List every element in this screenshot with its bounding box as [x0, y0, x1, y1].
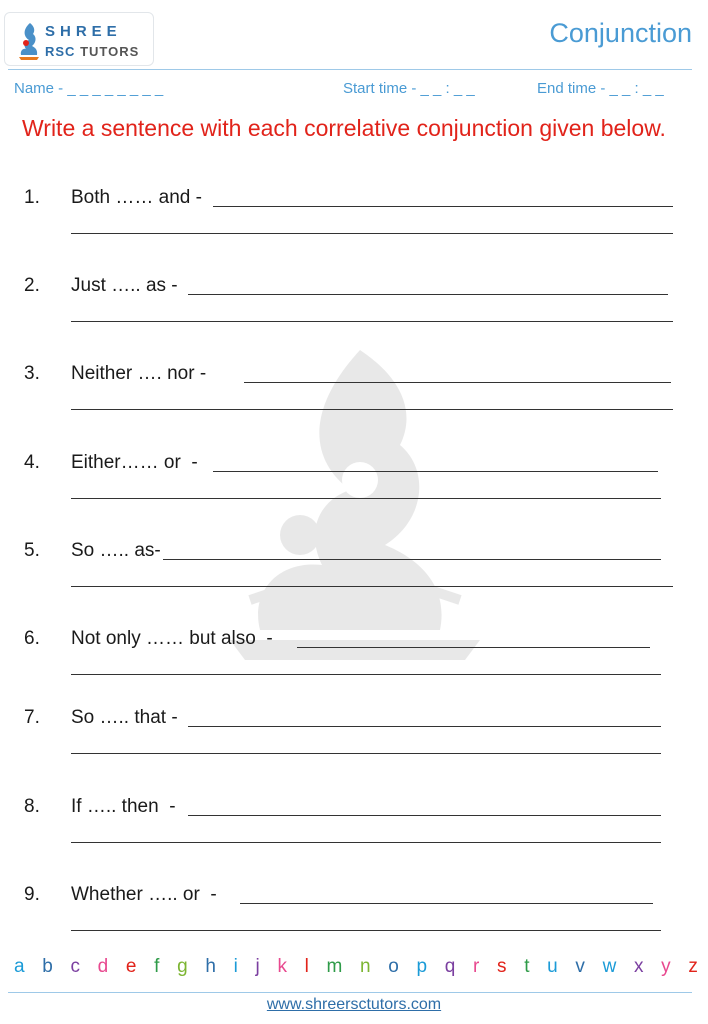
answer-line-continuation[interactable] — [71, 498, 661, 499]
start-time-field: Start time - _ _ : _ _ — [343, 80, 475, 97]
answer-line[interactable] — [297, 647, 650, 648]
question-prompt: Just ….. as - — [71, 275, 178, 296]
alphabet-letter: f — [154, 956, 160, 977]
alphabet-letter: e — [125, 956, 137, 977]
answer-line-continuation[interactable] — [71, 930, 661, 931]
logo-flame-icon — [17, 21, 41, 61]
question-number: 1. — [24, 187, 40, 208]
alphabet-letter: m — [326, 956, 343, 977]
alphabet-letter: z — [688, 956, 698, 977]
alphabet-letter: h — [205, 956, 216, 977]
alphabet-letter: w — [602, 956, 617, 977]
alphabet-letter: s — [497, 956, 507, 977]
end-time-field: End time - _ _ : _ _ — [537, 80, 664, 97]
name-field: Name - _ _ _ _ _ _ _ _ — [14, 80, 164, 97]
question-number: 2. — [24, 275, 40, 296]
brand-tagline-a: RSC — [45, 44, 76, 59]
answer-line[interactable] — [163, 559, 661, 560]
question-number: 8. — [24, 796, 40, 817]
alphabet-letter: u — [547, 956, 558, 977]
alphabet-letter: p — [416, 956, 428, 977]
question-item — [0, 795, 708, 865]
question-number: 5. — [24, 540, 40, 561]
brand-tagline-b: TUTORS — [80, 44, 140, 59]
question-prompt: Either…… or - — [71, 452, 198, 473]
alphabet-letter: j — [255, 956, 260, 977]
question-prompt: Whether ….. or - — [71, 884, 217, 905]
alphabet-letter: d — [97, 956, 109, 977]
question-number: 7. — [24, 707, 40, 728]
question-item — [0, 627, 708, 697]
answer-line-continuation[interactable] — [71, 321, 673, 322]
alphabet-letter: v — [575, 956, 585, 977]
question-item — [0, 186, 708, 256]
answer-line-continuation[interactable] — [71, 586, 673, 587]
alphabet-letter: b — [42, 956, 53, 977]
answer-line[interactable] — [188, 294, 668, 295]
brand-name: SHREE — [45, 23, 122, 40]
answer-line[interactable] — [213, 471, 658, 472]
question-prompt: So ….. that - — [71, 707, 178, 728]
question-number: 3. — [24, 363, 40, 384]
question-prompt: Both …… and - — [71, 187, 202, 208]
answer-line-continuation[interactable] — [71, 674, 661, 675]
header-divider — [8, 69, 692, 70]
alphabet-letter: q — [444, 956, 456, 977]
answer-line[interactable] — [244, 382, 671, 383]
alphabet-letter: r — [473, 956, 480, 977]
answer-line-continuation[interactable] — [71, 753, 661, 754]
question-number: 6. — [24, 628, 40, 649]
question-prompt: Not only …… but also - — [71, 628, 273, 649]
footer-website-link[interactable]: www.shreersctutors.com — [266, 996, 442, 1013]
answer-line[interactable] — [213, 206, 673, 207]
alphabet-strip — [14, 956, 698, 978]
alphabet-letter: l — [304, 956, 309, 977]
alphabet-letter: y — [661, 956, 671, 977]
alphabet-letter: g — [177, 956, 188, 977]
question-number: 4. — [24, 452, 40, 473]
question-prompt: Neither …. nor - — [71, 363, 212, 384]
question-number: 9. — [24, 884, 40, 905]
answer-line[interactable] — [188, 815, 661, 816]
alphabet-letter: a — [14, 956, 25, 977]
question-item — [0, 451, 708, 521]
answer-line-continuation[interactable] — [71, 233, 673, 234]
question-item — [0, 539, 708, 609]
alphabet-letter: t — [524, 956, 530, 977]
question-prompt: So ….. as- — [71, 540, 161, 561]
footer-divider — [8, 992, 692, 993]
instruction-text: Write a sentence with each correlative conjunction given below. — [22, 115, 666, 141]
alphabet-letter: i — [233, 956, 238, 977]
question-item — [0, 706, 708, 776]
question-item — [0, 274, 708, 344]
alphabet-letter: n — [360, 956, 371, 977]
brand-logo — [4, 12, 154, 66]
question-item — [0, 883, 708, 953]
question-prompt: If ….. then - — [71, 796, 176, 817]
alphabet-letter: k — [277, 956, 287, 977]
alphabet-letter: x — [633, 956, 644, 977]
answer-line-continuation[interactable] — [71, 842, 661, 843]
answer-line[interactable] — [188, 726, 661, 727]
answer-line[interactable] — [240, 903, 653, 904]
alphabet-letter: c — [70, 956, 80, 977]
alphabet-letter: o — [388, 956, 399, 977]
answer-line-continuation[interactable] — [71, 409, 673, 410]
question-item — [0, 362, 708, 432]
worksheet-topic: Conjunction — [549, 18, 692, 48]
brand-tagline — [45, 44, 139, 59]
